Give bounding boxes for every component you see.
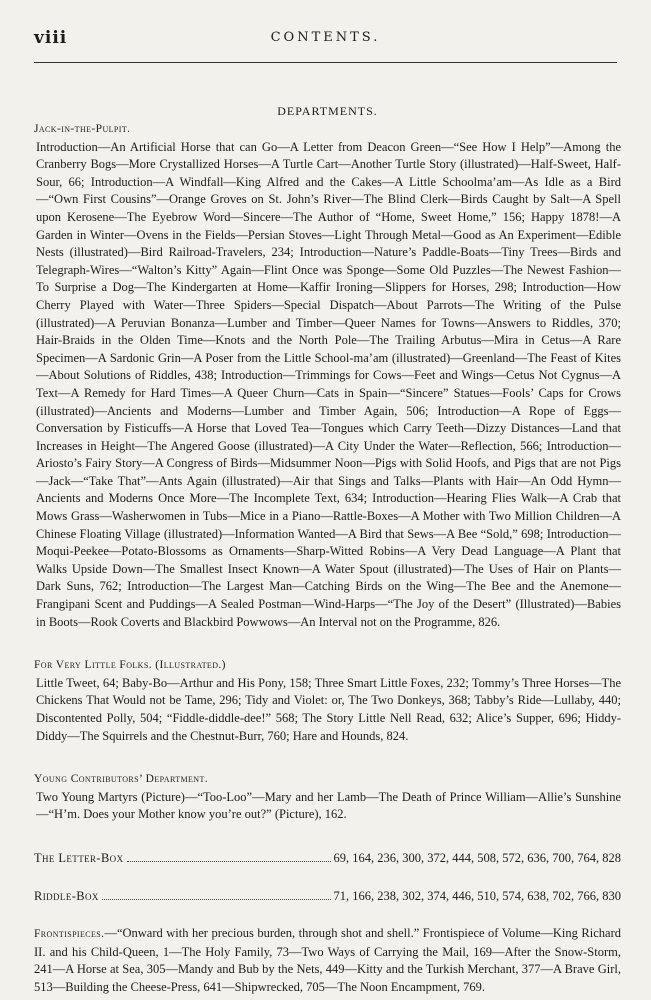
section-body: Two Young Martyrs (Picture)—“Too-Loo”—Mary and her Lamb—The Death of Prince William—Allie’s Sunshine—“H’m. Does your Mother know you’re out?” (Picture), 162.: [36, 789, 621, 822]
section-title: For Very Little Folks. (Illustrated.): [34, 659, 226, 672]
section-body: Little Tweet, 64; Baby-Bo—Arthur and His Pony, 158; Three Smart Little Foxes, 232; Tommy’s Three Horses—The Chickens That Would not be Tame, 296; Tidy and Violet: or, The Two Donkeys, 368; Tabby’s Ride—Lullaby, 440; Discontented Polly, 504; “Fiddle-diddle-dee!” 568; The Story Little Nell Read, 632; Alice’s Supper, 696; Hiddy-Diddy—The Squirrels and the Chestnut-Burr, 760; Hare and Hounds, 824.: [36, 675, 621, 743]
section-young-contributors: [34, 771, 621, 824]
riddle-box-entry: [34, 888, 621, 906]
section-body: Introduction—An Artificial Horse that can Go—A Letter from Deacon Green—“See How I Help”—Among the Cranberry Bogs—More Crystallized Horses—A Turtle Cart—Another Turtle Story (illustrated)—Half-Sweet, Half-Sour, 66; Introduction—A Windfall—King Alfred and the Cakes—A Little Schoolma’am—As Idle as a Bird—“Own First Cousins”—Orange Groves on St. John’s River—The Blind Clerk—Birds Caught by Salt—A Spell upon Kerosene—The Eyebrow Word—Sincere—The Author of “Home, Sweet Home,” 156; Happy 1878!—A Garden in Winter—Ovens in the Fields—Persian Stoves—Light Through Metal—Good as An Experiment—Edible Nests (illustrated)—Bird Railroad-Travelers, 234; Introduction—Nature’s Paddle-Boats—Tiny Trees—Birds and Telegraph-Wires—“Walton’s Kitty” Again—Flint Once was Sponge—Some Old Puzzles—The Newest Fashion—To Surprise a Dog—The Kindergarten at Home—Kaffir Ironing—Slippers for Horses, 298; Introduction—How Cherry Played with Water—Three Spiders—Special Dispatch—About Parrots—The Writing of the Pulse (illustrated)—A Peruvian Bonanza—Lumber and Timber—Queer Names for Towns—Answers to Riddles, 370; Hair-Braids in the Olden Time—Knots and the North Pole—The Trailing Arbutus—Mira in Cetus—A Rare Specimen—A Sardonic Grin—A Poser from the Little School-ma’am (illustrated)—Greenland—The Feast of Kites—About Solutions of Riddles, 438; Introduction—Trimmings for Cows—Feet and Wings—Cetus Not Cygnus—A Text—A Remedy for Hard Times—A Queer Churn—Cats in Spain—“Sincere” Statues—Fools’ Caps for Crows (illustrated)—Ancients and Moderns—Lumber and Timber Again, 506; Introduction—A Rope of Eggs—Conversation by Fisticuffs—A Horse that Loved Tea—Tongues which Carry Teeth—Dizzy Distances—Land that Increases in Height—The Angered Goose (illustrated)—A City Under the Water—Reflection, 566; Introduction—Ariosto’s Fairy Story—A Congress of Birds—Midsummer Noon—Pigs with Solid Hoofs, and Pigs that are not Pigs—Jack—“Take That”—Ants Again (illustrated)—Air that Sings and Talks—Plants with Hair—An Odd Hymn—Ancients and Moderns Once More—The Incomplete Text, 634; Introduction—Hearing Flies Walk—A Crab that Mows Grass—Washerwomen in Tubs—Mice in a Piano—Rattle-Boxes—A Mother with Two Million Children—A Chinese Floating Village (illustrated)—Information Wanted—A Bird that Sews—A Bee “Sold,” 698; Introduction—Moqui-Peekee—Potato-Blossoms as Ornaments—Sharp-Witted Robins—A Very Dead Language—A Plant that Walks Upside Down—The Smallest Insect Known—A Water Spout (illustrated)—The Uses of Hair on Plants—Dark Suns, 762; Introduction—The Largest Man—Catching Birds on the Wing—The Bee and the Anemone—Frangipani Scent and Puddings—A Sealed Postman—Wind-Harps—“The Joy of the Desert” (Illustrated)—Babies in Boots—Rook Coverts and Blackbird Powwows—An Interval not on the Programme, 826.: [36, 139, 621, 629]
page-header: [34, 28, 617, 54]
letter-box-entry: [34, 850, 621, 868]
contents-body: [34, 104, 621, 997]
section-title: Jack-in-the-Pulpit.: [34, 123, 131, 135]
section-title: Young Contributors’ Department.: [34, 773, 209, 786]
header-rule: [34, 62, 617, 63]
running-title: CONTENTS.: [270, 30, 381, 45]
entry-label: Frontispieces.: [34, 928, 105, 941]
entry-label: Riddle-Box: [34, 888, 99, 903]
page-number: viii: [34, 28, 68, 48]
entry-label: The Letter-Box: [34, 850, 124, 865]
entry-pages: 71, 166, 238, 302, 374, 446, 510, 574, 638, 702, 766, 830: [333, 888, 621, 903]
departments-heading: DEPARTMENTS.: [277, 104, 378, 118]
leader-dots: [102, 899, 331, 900]
section-very-little-folks: [34, 657, 621, 745]
entry-pages: 69, 164, 236, 300, 372, 444, 508, 572, 636, 700, 764, 828: [333, 850, 621, 865]
section-jack-in-the-pulpit: [34, 121, 621, 631]
leader-dots: [127, 861, 331, 862]
frontispieces-entry: [34, 925, 621, 996]
entry-body: —“Onward with her precious burden, through shot and shell.” Frontispiece of Volume—King Richard II. and his Child-Queen, 1—The Holy Family, 73—Two Ways of Carrying the Mail, 169—After the Snow-Storm, 241—A Horse at Sea, 305—Mandy and Bub by the Nets, 449—Kitty and the Turkish Merchant, 377—A Brave Girl, 513—Building the Cheese-Press, 641—Shipwrecked, 705—The Noon Encampment, 769.: [34, 926, 621, 994]
